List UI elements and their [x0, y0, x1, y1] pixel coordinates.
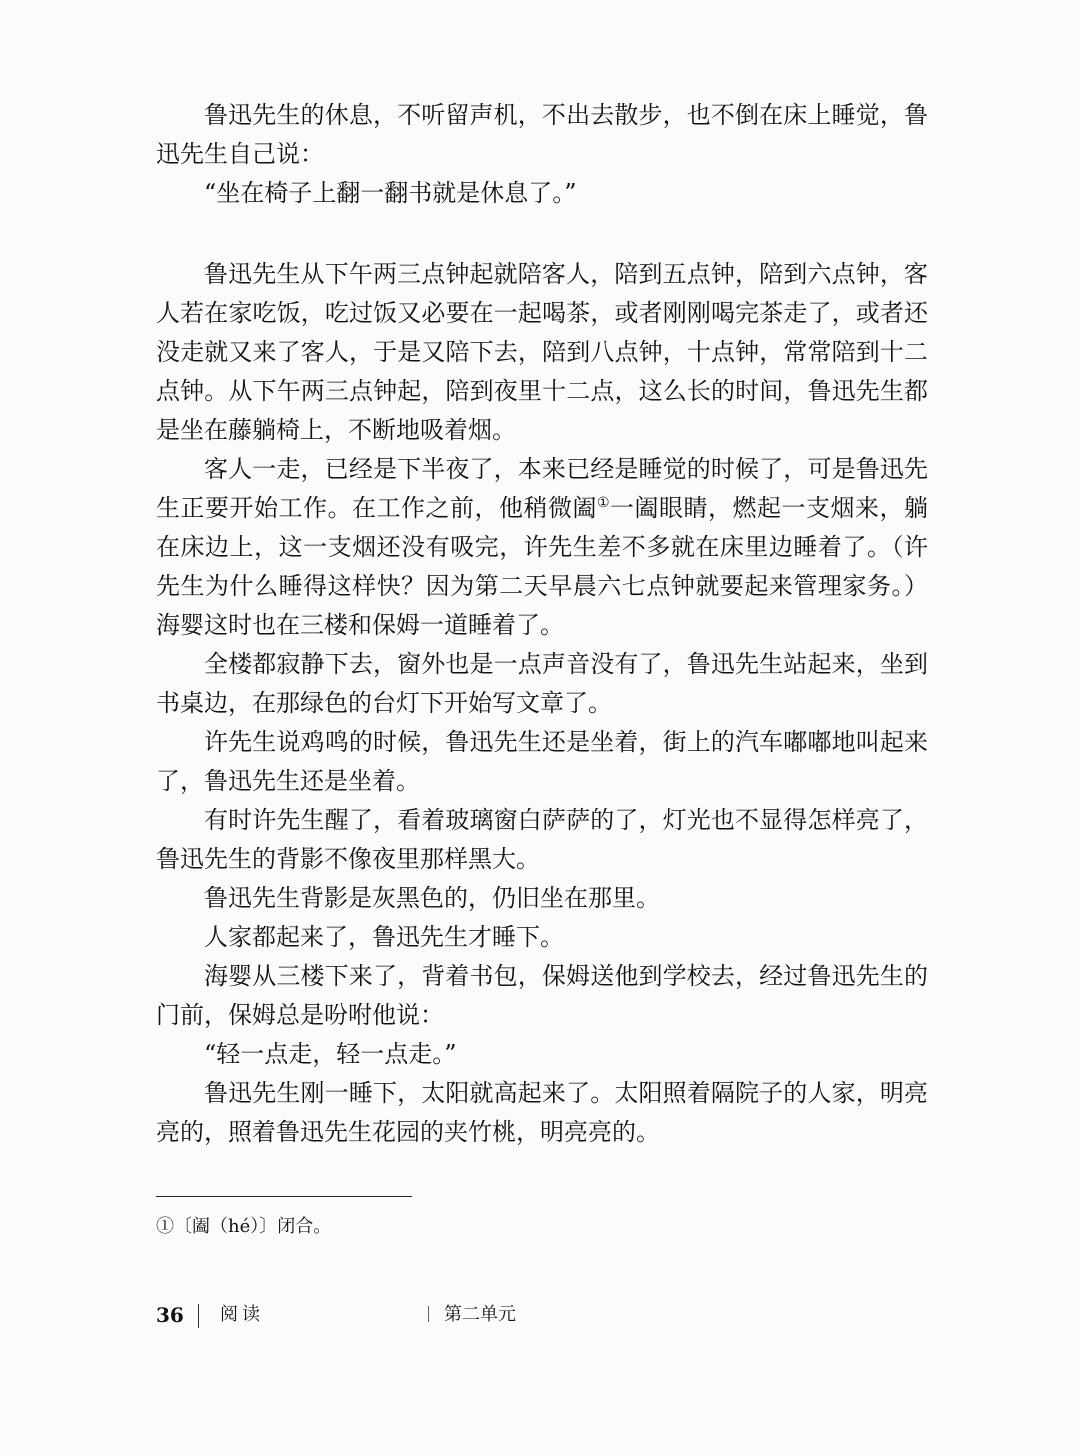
page-number: 36 [156, 1303, 184, 1327]
paragraph-quote: “坐在椅子上翻一翻书就是休息了。” [204, 179, 577, 207]
paragraph-text-after: 一阖眼睛，燃起一支烟来，躺在床边上，这一支烟还没有吸完，许先生差不多就在床里边睡着了。（许先生为什么睡得这样快？因为第二天早晨六七点钟就要起来管理家务。）海婴这时也在三楼和保姆一道睡着了。 [156, 494, 929, 639]
paragraph: 海婴从三楼下来了，背着书包，保姆送他到学校去，经过鲁迅先生的门前，保姆总是吩咐他说： [156, 962, 928, 1029]
text-block-top [156, 96, 928, 213]
paragraph: 鲁迅先生刚一睡下，太阳就高起来了。太阳照着隔院子的人家，明亮亮的，照着鲁迅先生花园的夹竹桃，明亮亮的。 [156, 1079, 928, 1146]
paragraph: 鲁迅先生背影是灰黑色的，仍旧坐在那里。 [204, 884, 660, 912]
footer-divider [198, 1304, 199, 1328]
paragraph: 有时许先生醒了，看着玻璃窗白萨萨的了，灯光也不显得怎样亮了，鲁迅先生的背影不像夜里那样黑大。 [156, 806, 928, 873]
footer-section: 阅读 [220, 1304, 264, 1325]
footnote-mark: ① [596, 495, 611, 511]
footnote-divider [156, 1196, 412, 1197]
paragraph: 全楼都寂静下去，窗外也是一点声音没有了，鲁迅先生站起来，坐到书桌边，在那绿色的台灯下开始写文章了。 [156, 650, 928, 717]
footer-unit: 第二单元 [444, 1304, 516, 1325]
paragraph: 鲁迅先生的休息，不听留声机，不出去散步，也不倒在床上睡觉，鲁迅先生自己说： [156, 101, 928, 168]
paragraph: 鲁迅先生从下午两三点钟起就陪客人，陪到五点钟，陪到六点钟，客人若在家吃饭，吃过饭又必要在一起喝茶，或者刚刚喝完茶走了，或者还没走就又来了客人，于是又陪下去，陪到八点钟，十点钟，常常陪到十二点钟。从下午两三点钟起，陪到夜里十二点，这么长的时间，鲁迅先生都是坐在藤躺椅上，不断地吸着烟。 [156, 260, 928, 444]
paragraph: 人家都起来了，鲁迅先生才睡下。 [204, 923, 564, 951]
paragraph: 许先生说鸡鸣的时候，鲁迅先生还是坐着，街上的汽车嘟嘟地叫起来了，鲁迅先生还是坐着。 [156, 728, 928, 795]
paragraph-quote: “轻一点走，轻一点走。” [204, 1040, 457, 1068]
footnote-text: ①〔阖（hé）〕闭合。 [156, 1216, 332, 1237]
footer-divider-small [428, 1306, 429, 1322]
paragraph-text-before: 客人一走，已经是下半夜了，本来已经是睡觉的时候了，可是鲁迅先生正要开始工作。在工作之前，他稍微阖 [156, 455, 928, 522]
paragraph-with-footnote [156, 450, 928, 645]
page-footer [156, 1300, 928, 1330]
text-block-main [156, 255, 928, 1152]
